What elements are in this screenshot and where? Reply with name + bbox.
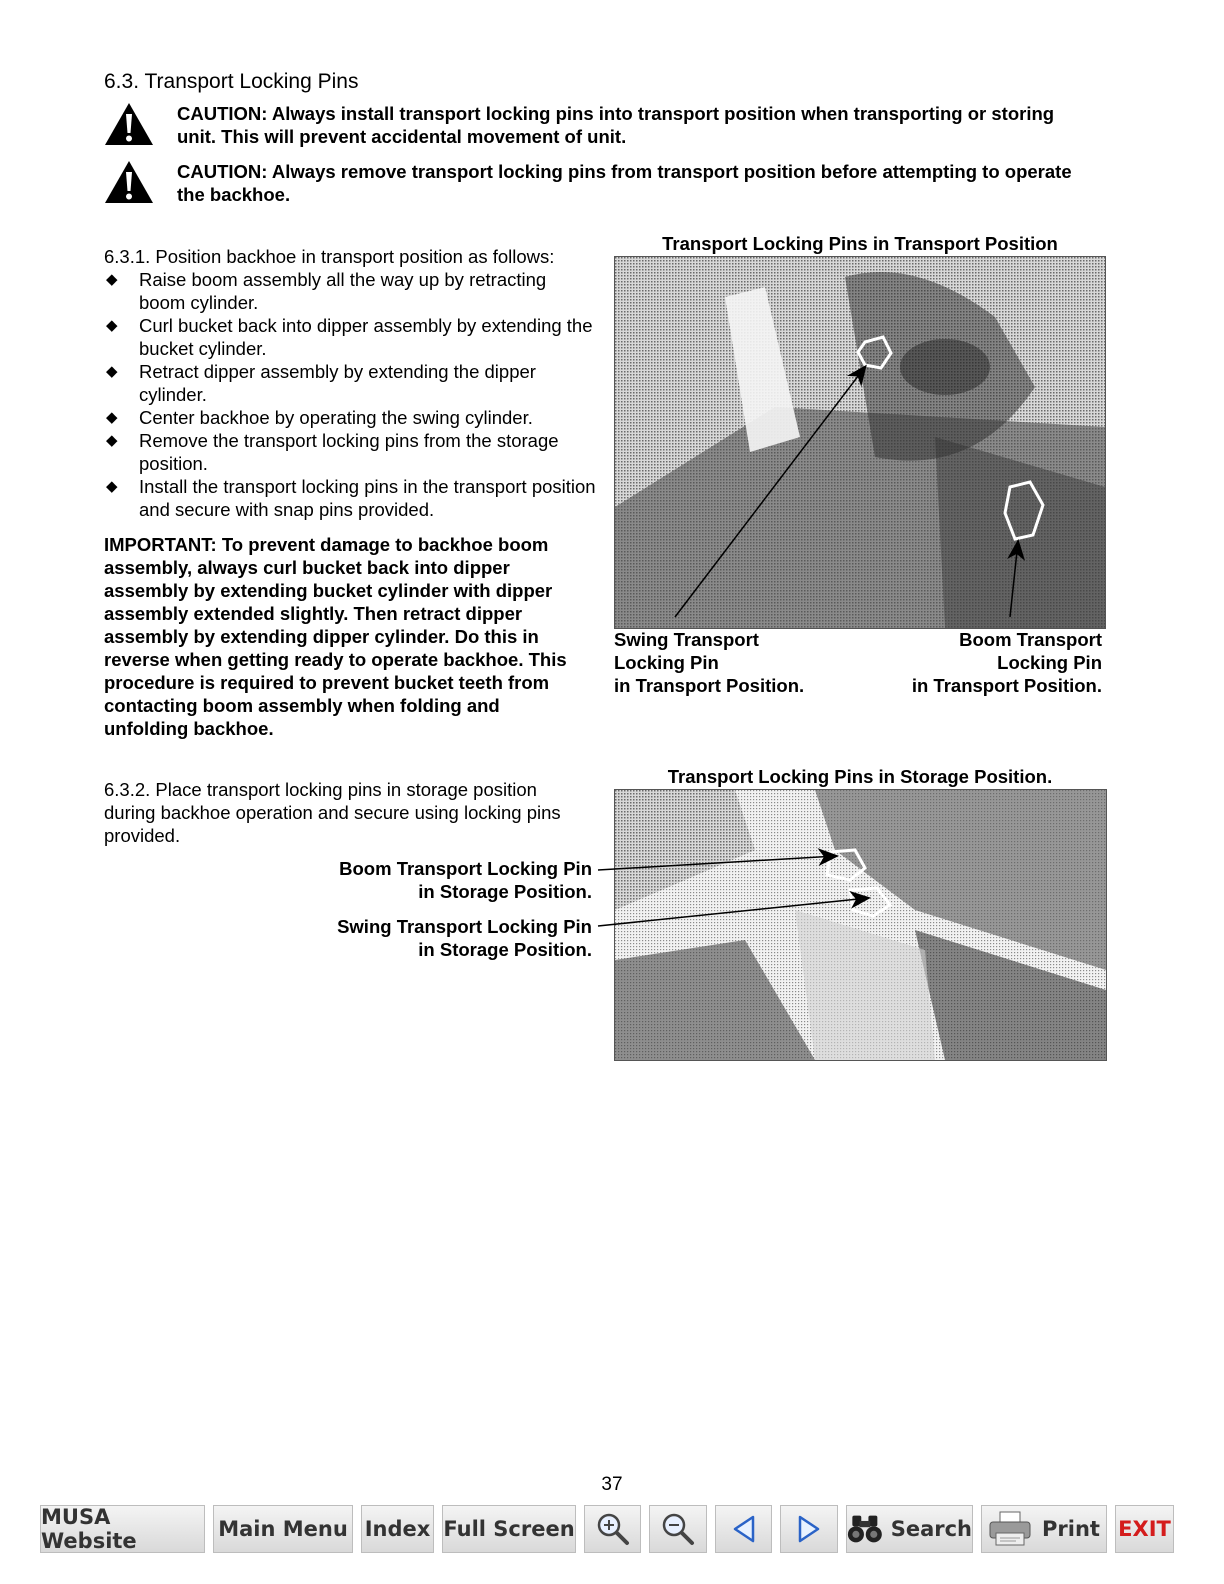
search-button[interactable] bbox=[846, 1505, 973, 1553]
index-button[interactable]: Index bbox=[361, 1505, 434, 1553]
figure-1-title: Transport Locking Pins in Transport Position bbox=[662, 233, 1058, 254]
zoom-in-icon bbox=[596, 1512, 630, 1546]
next-page-button[interactable] bbox=[780, 1505, 838, 1553]
zoom-out-icon bbox=[661, 1512, 695, 1546]
caution-block-2 bbox=[104, 160, 1104, 210]
figure-2-title: Transport Locking Pins in Storage Position. bbox=[667, 766, 1053, 787]
caption-swing-transport: Swing Transport Locking Pin in Transport Position. bbox=[614, 629, 805, 696]
search-label: Search bbox=[890, 1517, 972, 1541]
warning-triangle-icon bbox=[104, 102, 154, 146]
step-bullets bbox=[104, 268, 596, 521]
transport-position-photo bbox=[614, 256, 1106, 629]
triangle-left-icon bbox=[731, 1514, 757, 1544]
zoom-in-button[interactable] bbox=[584, 1505, 641, 1553]
diamond-bullet-icon: ◆ bbox=[106, 317, 118, 334]
list-item: ◆ Remove the transport locking pins from the storage position. bbox=[106, 430, 559, 474]
list-item: ◆ Raise boom assembly all the way up by retracting boom cylinder. bbox=[106, 269, 547, 313]
zoom-out-button[interactable] bbox=[649, 1505, 707, 1553]
diamond-bullet-icon: ◆ bbox=[106, 478, 118, 495]
warning-triangle-icon bbox=[104, 160, 154, 204]
caution-text: CAUTION: Always remove transport locking pins from transport position before attempting to operate the backhoe. bbox=[177, 161, 1072, 205]
diamond-bullet-icon: ◆ bbox=[106, 409, 118, 426]
list-item: ◆ Install the transport locking pins in the transport position and secure with snap pins provided. bbox=[106, 476, 596, 520]
diamond-bullet-icon: ◆ bbox=[106, 271, 118, 288]
main-menu-button[interactable]: Main Menu bbox=[213, 1505, 353, 1553]
navigation-toolbar bbox=[40, 1505, 1174, 1555]
caution-text: CAUTION: Always install transport locking pins into transport position when transporting or storing unit. This will prevent accidental movement of unit. bbox=[177, 103, 1055, 147]
diamond-bullet-icon: ◆ bbox=[106, 363, 118, 380]
musa-website-button[interactable]: MUSA Website bbox=[40, 1505, 205, 1553]
caution-block-1 bbox=[104, 102, 1104, 152]
section-title: 6.3. Transport Locking Pins bbox=[104, 70, 359, 93]
caption-boom-transport: Boom Transport Locking Pin in Transport Position. bbox=[911, 629, 1102, 696]
step-intro: 6.3.1. Position backhoe in transport position as follows: bbox=[104, 246, 555, 267]
callout-swing-storage: Swing Transport Locking Pin in Storage Position. bbox=[337, 916, 592, 960]
print-label: Print bbox=[1042, 1517, 1100, 1541]
important-note: IMPORTANT: To prevent damage to backhoe boom assembly, always curl bucket back into dipper assembly by extending bucket cylinder with dipper assembly extended slightly. Then retract dipper assembly by extending dipper cylinder. Do this in reverse when getting ready to operate backhoe. This procedure is required to prevent bucket teeth from contacting boom assembly when folding and unfolding backhoe. bbox=[104, 534, 567, 739]
diamond-bullet-icon: ◆ bbox=[106, 432, 118, 449]
page-number: 37 bbox=[601, 1474, 623, 1495]
callout-boom-storage: Boom Transport Locking Pin in Storage Position. bbox=[339, 858, 592, 902]
printer-icon bbox=[988, 1511, 1034, 1547]
full-screen-button[interactable]: Full Screen bbox=[442, 1505, 576, 1553]
exit-button[interactable]: EXIT bbox=[1115, 1505, 1174, 1553]
list-item: ◆ Center backhoe by operating the swing cylinder. bbox=[106, 407, 533, 428]
list-item: ◆ Retract dipper assembly by extending the dipper cylinder. bbox=[106, 361, 536, 405]
previous-page-button[interactable] bbox=[715, 1505, 772, 1553]
triangle-right-icon bbox=[796, 1514, 822, 1544]
step-631 bbox=[104, 245, 596, 740]
binoculars-icon bbox=[847, 1512, 883, 1546]
print-button[interactable] bbox=[981, 1505, 1107, 1553]
callout-arrows bbox=[596, 840, 896, 940]
list-item: ◆ Curl bucket back into dipper assembly by extending the bucket cylinder. bbox=[106, 315, 593, 359]
step-632: 6.3.2. Place transport locking pins in storage position during backhoe operation and secure using locking pins provided. bbox=[104, 779, 561, 846]
